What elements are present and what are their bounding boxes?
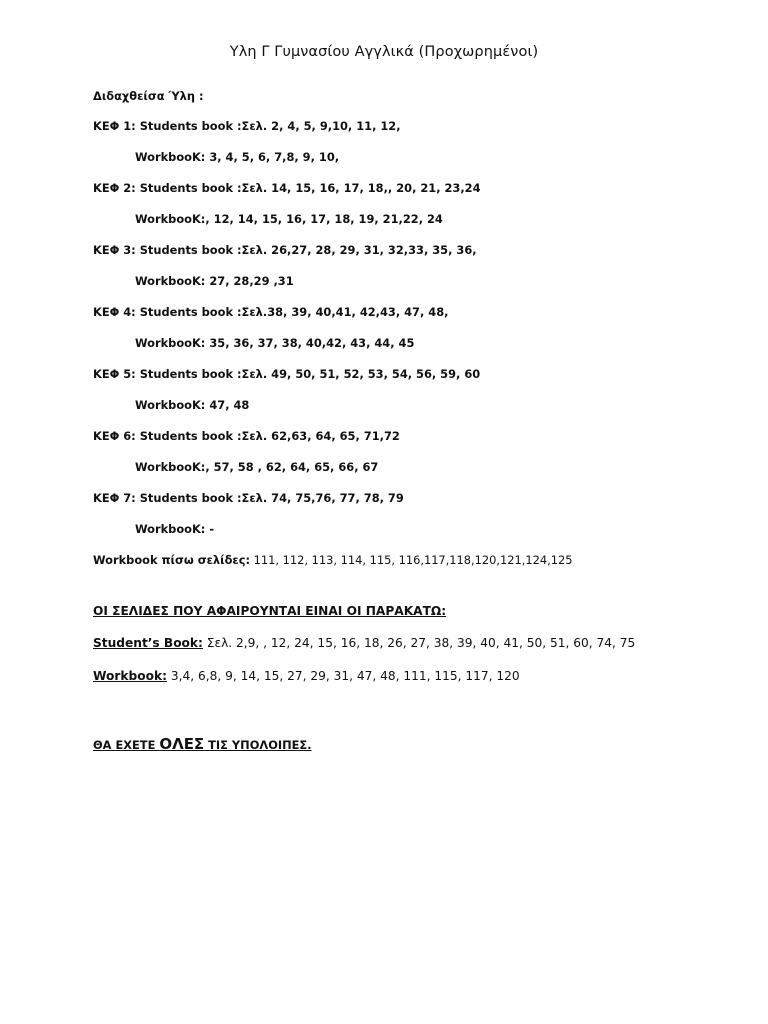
chapter-5-sb-prefix: ΚΕΦ 5: Students book : — [93, 367, 242, 381]
chapter-2-workbook — [135, 212, 443, 226]
chapter-1-sb-prefix: ΚΕΦ 1: Students book : — [93, 119, 242, 133]
removed-pages-heading: ΟΙ ΣΕΛΙΔΕΣ ΠΟΥ ΑΦΑΙΡΟΥΝΤΑΙ ΕΙΝΑΙ ΟΙ ΠΑΡΑΚΑΤΩ: — [93, 604, 447, 618]
removed-workbook-pages: 3,4, 6,8, 9, 14, 15, 27, 29, 31, 47, 48, 111, 115, 117, 120 — [166, 669, 520, 683]
removed-workbook-label: Workbook: — [93, 669, 167, 683]
chapter-4-workbook — [135, 336, 414, 350]
removed-students-book-label: Student’s Book: — [93, 636, 203, 650]
chapter-6-wb-prefix: WorkbooK: — [135, 460, 206, 474]
chapter-1-students-book — [93, 119, 401, 133]
chapter-5-workbook — [135, 398, 249, 412]
chapter-6-workbook — [135, 460, 378, 474]
chapter-3-wb-pages: 27, 28,29 ,31 — [205, 274, 294, 288]
final-note-part1: ΘΑ ΕΧΕΤΕ — [93, 738, 160, 752]
chapter-3-wb-prefix: WorkbooK: — [135, 274, 206, 288]
chapter-7-sb-prefix: ΚΕΦ 7: Students book : — [93, 491, 242, 505]
chapter-6-students-book — [93, 429, 400, 443]
chapter-3-workbook — [135, 274, 294, 288]
chapter-5-wb-prefix: WorkbooK: — [135, 398, 206, 412]
workbook-back-pages — [93, 553, 573, 567]
chapter-7-wb-pages: - — [205, 522, 215, 536]
chapter-5-wb-pages: 47, 48 — [205, 398, 250, 412]
final-note-emphasis: ΟΛΕΣ — [159, 735, 205, 753]
chapter-1-workbook — [135, 150, 339, 164]
chapter-2-sb-pages: Σελ. 14, 15, 16, 17, 18,, 20, 21, 23,24 — [241, 181, 481, 195]
chapter-6-sb-prefix: ΚΕΦ 6: Students book : — [93, 429, 242, 443]
chapter-4-wb-pages: 35, 36, 37, 38, 40,42, 43, 44, 45 — [205, 336, 415, 350]
chapter-4-sb-pages: Σελ.38, 39, 40,41, 42,43, 47, 48, — [241, 305, 449, 319]
chapter-2-students-book — [93, 181, 481, 195]
chapter-6-sb-pages: Σελ. 62,63, 64, 65, 71,72 — [241, 429, 400, 443]
removed-students-book-pages: Σελ. 2,9, , 12, 24, 15, 16, 18, 26, 27, 38, 39, 40, 41, 50, 51, 60, 74, 75 — [202, 636, 636, 650]
workbook-back-page-list: 111, 112, 113, 114, 115, 116,117,118,120,121,124,125 — [250, 553, 573, 567]
chapter-1-wb-pages: 3, 4, 5, 6, 7,8, 9, 10, — [205, 150, 340, 164]
chapter-4-sb-prefix: ΚΕΦ 4: Students book : — [93, 305, 242, 319]
chapter-2-sb-prefix: ΚΕΦ 2: Students book : — [93, 181, 242, 195]
chapter-7-workbook — [135, 522, 214, 536]
chapter-7-wb-prefix: WorkbooK: — [135, 522, 206, 536]
chapter-3-students-book — [93, 243, 477, 257]
chapter-4-wb-prefix: WorkbooK: — [135, 336, 206, 350]
chapter-7-students-book — [93, 491, 404, 505]
syllabus-label: Διδαχθείσα Ύλη : — [93, 89, 204, 103]
chapter-6-wb-pages: , 57, 58 , 62, 64, 65, 66, 67 — [205, 460, 379, 474]
chapter-2-wb-prefix: WorkbooK: — [135, 212, 206, 226]
final-note-part3: ΤΙΣ ΥΠΟΛΟΙΠΕΣ. — [204, 738, 312, 752]
chapter-3-sb-pages: Σελ. 26,27, 28, 29, 31, 32,33, 35, 36, — [241, 243, 477, 257]
chapter-3-sb-prefix: ΚΕΦ 3: Students book : — [93, 243, 242, 257]
chapter-7-sb-pages: Σελ. 74, 75,76, 77, 78, 79 — [241, 491, 404, 505]
removed-workbook — [93, 669, 520, 683]
chapter-5-students-book — [93, 367, 480, 381]
chapter-4-students-book — [93, 305, 448, 319]
workbook-back-prefix: Workbook πίσω σελίδες: — [93, 553, 251, 567]
chapter-1-sb-pages: Σελ. 2, 4, 5, 9,10, 11, 12, — [241, 119, 401, 133]
final-note — [93, 735, 312, 753]
chapter-5-sb-pages: Σελ. 49, 50, 51, 52, 53, 54, 56, 59, 60 — [241, 367, 481, 381]
removed-students-book — [93, 636, 635, 650]
document-title: Υλη Γ Γυμνασίου Αγγλικά (Προχωρημένοι) — [229, 44, 539, 60]
chapter-1-wb-prefix: WorkbooK: — [135, 150, 206, 164]
chapter-2-wb-pages: , 12, 14, 15, 16, 17, 18, 19, 21,22, 24 — [205, 212, 443, 226]
